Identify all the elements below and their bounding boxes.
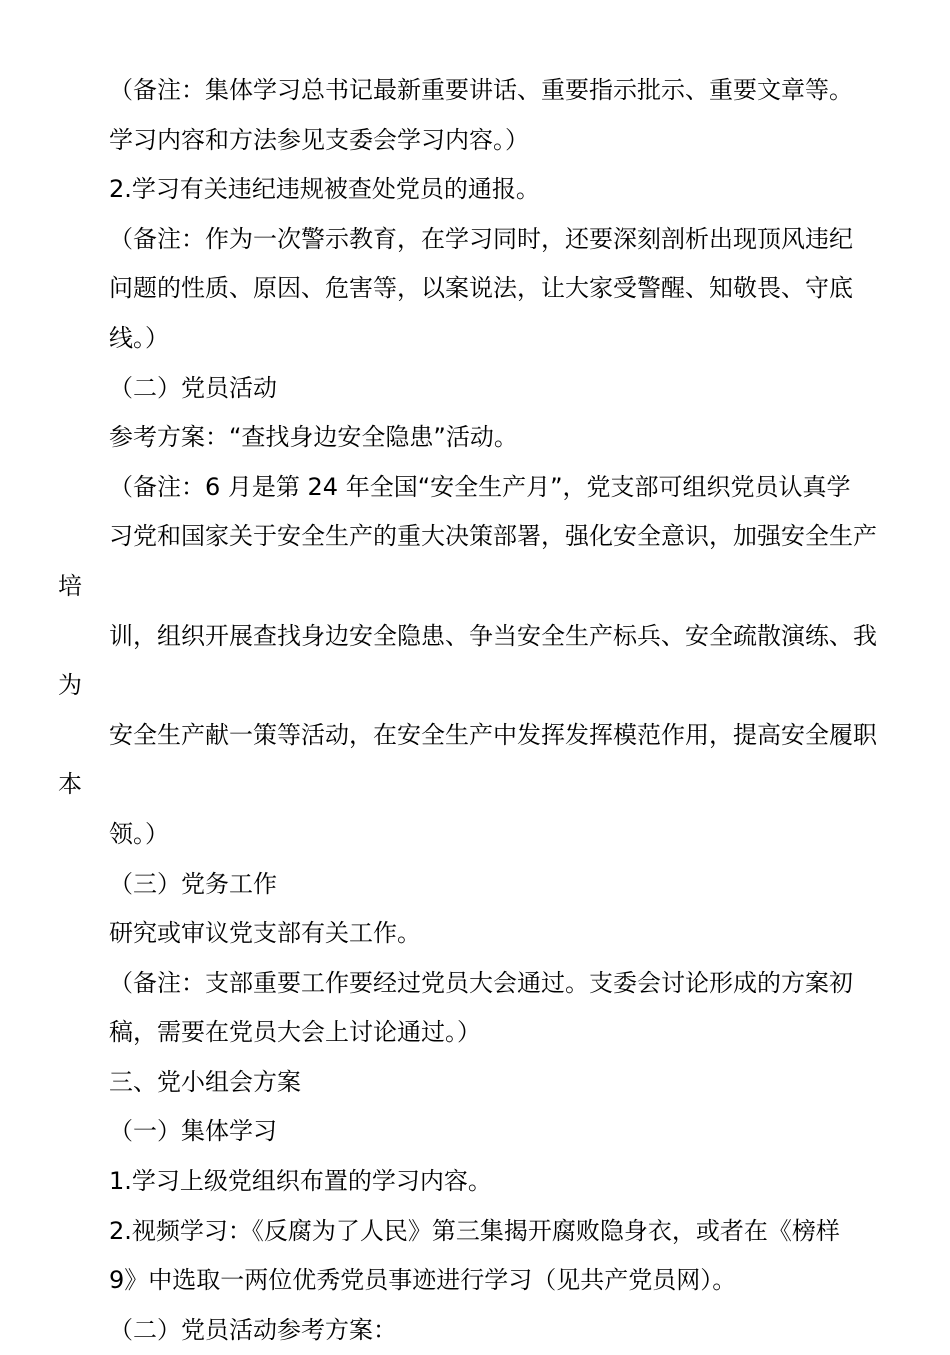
paragraph-line: 研究或审议党支部有关工作。 — [109, 919, 421, 948]
paragraph — [58, 413, 892, 463]
paragraph — [58, 860, 892, 910]
paragraph — [58, 463, 892, 860]
paragraph-line: 2.视频学习：《反腐为了人民》第三集揭开腐败隐身衣，或者在《榜样 — [109, 1216, 840, 1245]
paragraph-line: 训，组织开展查找身边安全隐患、争当安全生产标兵、安全疏散演练、我为 — [58, 621, 877, 700]
document-body — [58, 66, 892, 1355]
paragraph-line: 学习内容和方法参见支委会学习内容。） — [109, 125, 529, 154]
paragraph-line: 习党和国家关于安全生产的重大决策部署，强化安全意识，加强安全生产培 — [58, 522, 877, 600]
paragraph-line: （二）党员活动 — [109, 373, 277, 402]
paragraph-line: （备注：作为一次警示教育，在学习同时，还要深刻剖析出现顶风违纪 — [109, 224, 853, 253]
paragraph-line: （二）党员活动参考方案： — [109, 1315, 397, 1344]
paragraph-line: 参考方案：“查找身边安全隐患”活动。 — [109, 423, 518, 452]
paragraph-line: （一）集体学习 — [109, 1117, 277, 1146]
paragraph-line: 线。） — [109, 323, 169, 352]
paragraph-line: 领。） — [109, 819, 169, 848]
paragraph — [58, 165, 892, 215]
paragraph-line: 安全生产献一策等活动，在安全生产中发挥发挥模范作用，提高安全履职本 — [58, 720, 877, 799]
paragraph-line: 三、党小组会方案 — [109, 1067, 301, 1096]
paragraph-line: （三）党务工作 — [109, 869, 277, 898]
paragraph — [58, 959, 892, 1058]
paragraph-line: 1.学习上级党组织布置的学习内容。 — [109, 1167, 492, 1196]
paragraph — [58, 1306, 892, 1355]
paragraph — [58, 1207, 892, 1306]
paragraph — [58, 1157, 892, 1207]
paragraph-line: （备注：支部重要工作要经过党员大会通过。支委会讨论形成的方案初 — [109, 968, 853, 997]
paragraph — [58, 66, 892, 165]
paragraph — [58, 1107, 892, 1157]
paragraph — [58, 1058, 892, 1108]
paragraph-line: 稿，需要在党员大会上讨论通过。） — [109, 1018, 481, 1047]
paragraph-line: 问题的性质、原因、危害等，以案说法，让大家受警醒、知敬畏、守底 — [109, 274, 853, 303]
paragraph-line: 9》中选取一两位优秀党员事迹进行学习（见共产党员网）。 — [109, 1266, 737, 1295]
paragraph-line: （备注：集体学习总书记最新重要讲话、重要指示批示、重要文章等。 — [109, 76, 853, 104]
paragraph — [58, 215, 892, 364]
paragraph — [58, 909, 892, 959]
paragraph-line: （备注：6 月是第 24 年全国“安全生产月”，党支部可组织党员认真学 — [109, 472, 851, 501]
paragraph-line: 2.学习有关违纪违规被查处党员的通报。 — [109, 175, 540, 204]
paragraph — [58, 364, 892, 414]
